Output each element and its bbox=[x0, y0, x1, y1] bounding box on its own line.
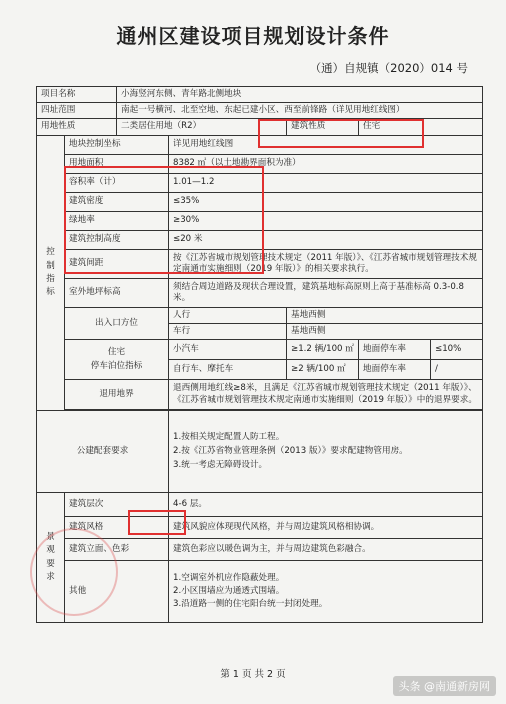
label-floor-area-ratio: 容积率（计） bbox=[65, 174, 169, 193]
value-green-ratio: ≥30% bbox=[169, 212, 483, 231]
value-bike: ≥2 辆/100 ㎡ bbox=[287, 360, 359, 380]
value-pedestrian: 基地西侧 bbox=[287, 308, 483, 324]
value-floors: 4-6 层。 bbox=[169, 493, 483, 517]
label-access-direction: 出入口方位 bbox=[65, 308, 169, 340]
value-building-spacing: 按《江苏省城市规划管理技术规定（2011 年版）》、《江苏省城市规划管理技术规定南通市实施细则（2019 年版）》的相关要求执行。 bbox=[169, 250, 483, 279]
row-label-project-name: 项目名称 bbox=[37, 87, 117, 103]
table-row bbox=[37, 308, 483, 324]
value-architecture-style: 建筑风貌应体现现代风格，并与周边建筑风格相协调。 bbox=[169, 517, 483, 539]
value-public-facilities bbox=[169, 411, 483, 493]
value-floor-area-ratio: 1.01—1.2 bbox=[169, 174, 483, 193]
table-row bbox=[37, 250, 483, 279]
control-indicators-group-label: 控 制 指 标 bbox=[37, 136, 65, 411]
table-row bbox=[37, 103, 483, 119]
value-car-ground-ratio: ≤10% bbox=[431, 340, 483, 360]
label-other: 其他 bbox=[65, 561, 169, 623]
list-item: 1.空调室外机应作隐蔽处理。 bbox=[173, 572, 285, 583]
list-item: 2.小区围墙应为通透式围墙。 bbox=[173, 585, 285, 596]
label-setback: 退用地界 bbox=[65, 380, 169, 410]
table-row bbox=[37, 493, 483, 517]
value-ground-elevation: 须结合周边道路及现状合理设置，建筑基地标高原则上高于基准标高 0.3-0.8 米。 bbox=[169, 279, 483, 308]
label-building-spacing: 建筑间距 bbox=[65, 250, 169, 279]
list-item: 3.统一考虑无障碍设计。 bbox=[173, 460, 268, 471]
label-bike: 自行车、摩托车 bbox=[169, 360, 287, 380]
official-stamp bbox=[30, 528, 118, 616]
value-land-area: 8382 ㎡（以土地勘界面积为准） bbox=[169, 155, 483, 174]
row-label-building-type: 建筑性质 bbox=[287, 119, 359, 136]
table-row bbox=[37, 174, 483, 193]
label-height-control: 建筑控制高度 bbox=[65, 231, 169, 250]
row-value-building-type: 住宅 bbox=[359, 119, 483, 136]
table-row bbox=[37, 380, 483, 410]
label-green-ratio: 绿地率 bbox=[65, 212, 169, 231]
value-setback: 退西侧用地红线≥8米，且满足《江苏省城市规划管理技术规定（2011 年版）》、《江苏省城市规划管理技术规定南通市实施细则（2019 年版）》中的退界要求。 bbox=[169, 380, 483, 410]
label-pedestrian: 人行 bbox=[169, 308, 287, 324]
table-row bbox=[37, 340, 483, 360]
row-value-land-use: 二类居住用地（R2） bbox=[117, 119, 287, 136]
row-label-boundary: 四址范围 bbox=[37, 103, 117, 119]
table-row bbox=[37, 136, 483, 155]
page-number: 第 1 页 共 2 页 bbox=[220, 669, 286, 680]
label-bike-ground-ratio: 地面停车率 bbox=[359, 360, 431, 380]
table-row bbox=[37, 279, 483, 308]
value-height-control: ≤20 米 bbox=[169, 231, 483, 250]
label-parking-indicators: 住宅 停车泊位指标 bbox=[65, 340, 169, 380]
label-floors: 建筑层次 bbox=[65, 493, 169, 517]
label-architecture-style: 建筑风格 bbox=[65, 517, 169, 539]
table-row bbox=[37, 411, 483, 493]
label-building-density: 建筑密度 bbox=[65, 193, 169, 212]
value-car: ≥1.2 辆/100 ㎡ bbox=[287, 340, 359, 360]
value-facade-color: 建筑色彩应以暖色调为主，并与周边建筑色彩融合。 bbox=[169, 539, 483, 561]
value-other bbox=[169, 561, 483, 623]
label-ground-elevation: 室外地坪标高 bbox=[65, 279, 169, 308]
table-row bbox=[37, 212, 483, 231]
row-value-boundary: 南起一号横河、北至空地、东起已建小区、西至前锋路（详见用地红线图） bbox=[117, 103, 483, 119]
landscape-requirements-group-label: 景 观 要 求 bbox=[37, 493, 65, 623]
table-row bbox=[37, 231, 483, 250]
list-item: 2.按《江苏省物业管理条例（2013 版）》要求配建物管用房。 bbox=[173, 445, 408, 456]
watermark: 头条 @南通新房网 bbox=[393, 676, 497, 696]
row-value-project-name: 小海竖河东侧、青年路北侧地块 bbox=[117, 87, 483, 103]
label-car: 小汽车 bbox=[169, 340, 287, 360]
label-car-ground-ratio: 地面停车率 bbox=[359, 340, 431, 360]
list-item: 1.按相关规定配置人防工程。 bbox=[173, 431, 285, 442]
value-bike-ground-ratio: / bbox=[431, 360, 483, 380]
label-land-area: 用地面积 bbox=[65, 155, 169, 174]
table-row bbox=[37, 193, 483, 212]
row-label-land-use: 用地性质 bbox=[37, 119, 117, 136]
value-building-density: ≤35% bbox=[169, 193, 483, 212]
value-vehicle: 基地西侧 bbox=[287, 324, 483, 340]
value-control-coordinates: 详见用地红线图 bbox=[169, 136, 483, 155]
label-public-facilities: 公建配套要求 bbox=[37, 411, 169, 493]
label-facade-color: 建筑立面、色彩 bbox=[65, 539, 169, 561]
document-number: （通）自规镇（2020）014 号 bbox=[309, 61, 468, 75]
table-row bbox=[37, 517, 483, 539]
table-row bbox=[37, 155, 483, 174]
list-item: 3.沿道路一侧的住宅阳台统一封闭处理。 bbox=[173, 599, 328, 610]
document-title: 通州区建设项目规划设计条件 bbox=[116, 24, 390, 48]
label-control-coordinates: 地块控制坐标 bbox=[65, 136, 169, 155]
table-row bbox=[37, 119, 483, 136]
label-vehicle: 车行 bbox=[169, 324, 287, 340]
table-row bbox=[37, 87, 483, 103]
